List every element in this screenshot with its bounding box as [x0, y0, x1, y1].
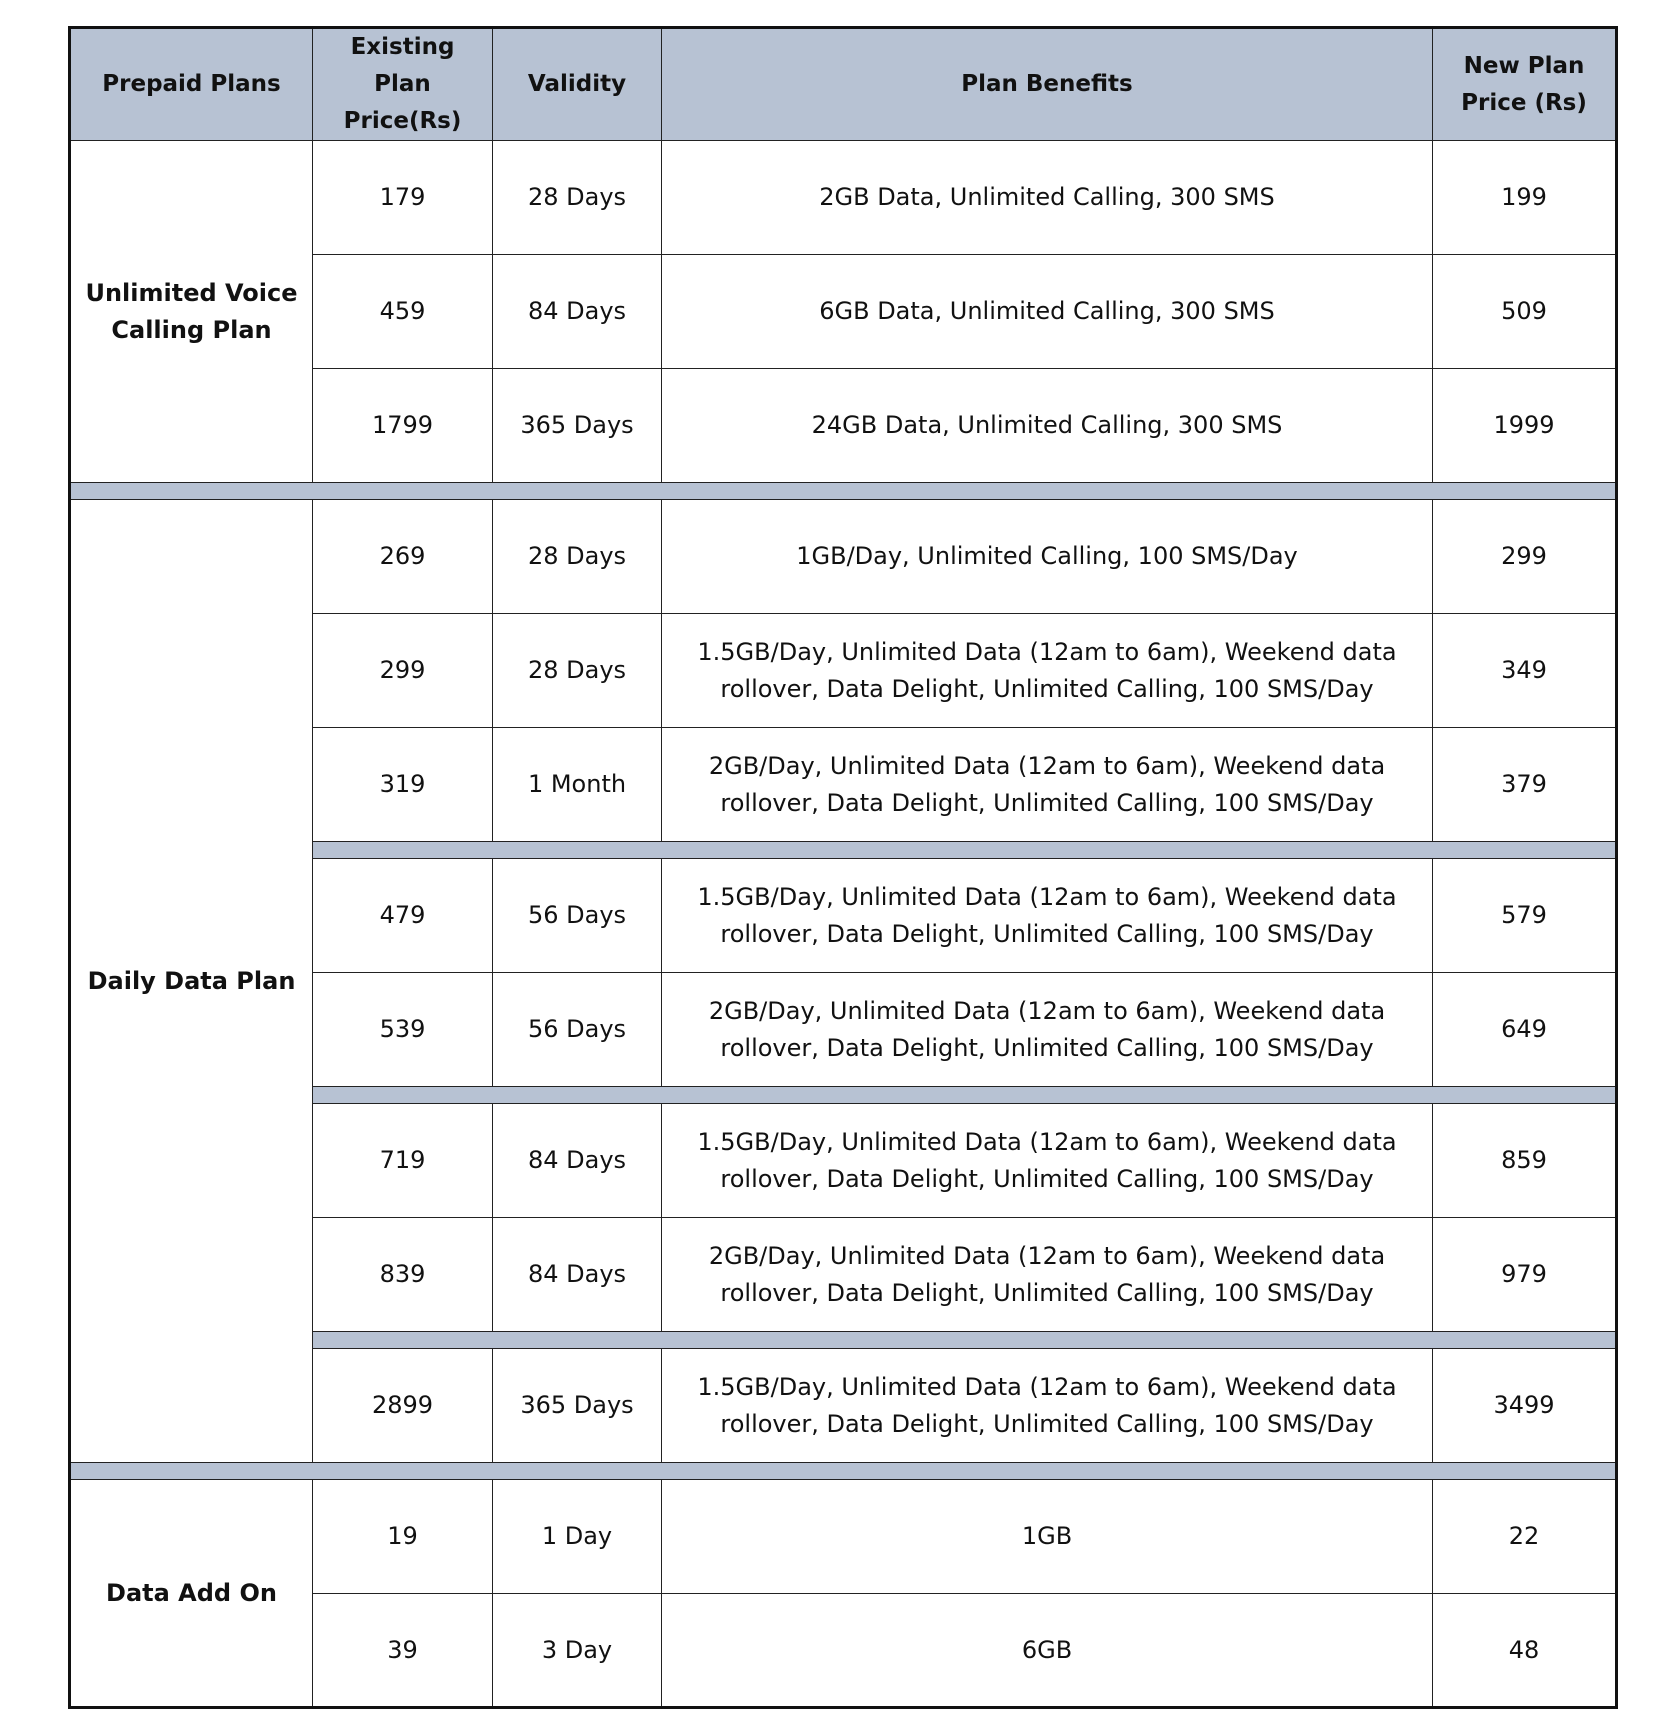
header-validity: Validity	[493, 28, 662, 141]
validity-cell: 56 Days	[493, 973, 662, 1087]
validity-cell: 1 Month	[493, 728, 662, 842]
separator-bar	[313, 1087, 1617, 1104]
new-price-cell: 859	[1433, 1104, 1617, 1218]
validity-cell: 56 Days	[493, 859, 662, 973]
existing-price-cell: 39	[313, 1594, 493, 1708]
validity-cell: 1 Day	[493, 1480, 662, 1594]
header-new-price: New Plan Price (Rs)	[1433, 28, 1617, 141]
table-row	[70, 1480, 1617, 1594]
benefits-cell: 2GB/Day, Unlimited Data (12am to 6am), Weekend data rollover, Data Delight, Unlimited Calling, 100 SMS/Day	[662, 728, 1433, 842]
prepaid-plans-table	[68, 26, 1618, 1709]
category-data-add-on: Data Add On	[70, 1480, 313, 1708]
benefits-cell: 1.5GB/Day, Unlimited Data (12am to 6am), Weekend data rollover, Data Delight, Unlimited Calling, 100 SMS/Day	[662, 1349, 1433, 1463]
new-price-cell: 509	[1433, 255, 1617, 369]
benefits-cell: 2GB/Day, Unlimited Data (12am to 6am), Weekend data rollover, Data Delight, Unlimited Calling, 100 SMS/Day	[662, 973, 1433, 1087]
separator-bar	[70, 1463, 1617, 1480]
header-prepaid-plans: Prepaid Plans	[70, 28, 313, 141]
new-price-cell: 299	[1433, 500, 1617, 614]
new-price-cell: 349	[1433, 614, 1617, 728]
new-price-cell: 1999	[1433, 369, 1617, 483]
group-separator	[70, 1463, 1617, 1480]
validity-cell: 365 Days	[493, 1349, 662, 1463]
category-unlimited-voice: Unlimited Voice Calling Plan	[70, 141, 313, 483]
validity-cell: 3 Day	[493, 1594, 662, 1708]
existing-price-cell: 459	[313, 255, 493, 369]
validity-cell: 84 Days	[493, 1104, 662, 1218]
benefits-cell: 6GB Data, Unlimited Calling, 300 SMS	[662, 255, 1433, 369]
separator-bar	[313, 842, 1617, 859]
benefits-cell: 2GB Data, Unlimited Calling, 300 SMS	[662, 141, 1433, 255]
existing-price-cell: 319	[313, 728, 493, 842]
existing-price-cell: 1799	[313, 369, 493, 483]
header-row	[70, 28, 1617, 141]
new-price-cell: 22	[1433, 1480, 1617, 1594]
benefits-cell: 6GB	[662, 1594, 1433, 1708]
benefits-cell: 24GB Data, Unlimited Calling, 300 SMS	[662, 369, 1433, 483]
benefits-cell: 1.5GB/Day, Unlimited Data (12am to 6am), Weekend data rollover, Data Delight, Unlimited Calling, 100 SMS/Day	[662, 614, 1433, 728]
existing-price-cell: 19	[313, 1480, 493, 1594]
existing-price-cell: 299	[313, 614, 493, 728]
table-row	[70, 500, 1617, 614]
existing-price-cell: 539	[313, 973, 493, 1087]
new-price-cell: 48	[1433, 1594, 1617, 1708]
validity-cell: 84 Days	[493, 255, 662, 369]
validity-cell: 28 Days	[493, 614, 662, 728]
validity-cell: 28 Days	[493, 500, 662, 614]
new-price-cell: 3499	[1433, 1349, 1617, 1463]
new-price-cell: 649	[1433, 973, 1617, 1087]
benefits-cell: 1GB	[662, 1480, 1433, 1594]
new-price-cell: 579	[1433, 859, 1617, 973]
benefits-cell: 1.5GB/Day, Unlimited Data (12am to 6am), Weekend data rollover, Data Delight, Unlimited Calling, 100 SMS/Day	[662, 859, 1433, 973]
table-row	[70, 141, 1617, 255]
existing-price-cell: 719	[313, 1104, 493, 1218]
new-price-cell: 379	[1433, 728, 1617, 842]
new-price-cell: 199	[1433, 141, 1617, 255]
existing-price-cell: 269	[313, 500, 493, 614]
separator-bar	[313, 1332, 1617, 1349]
existing-price-cell: 2899	[313, 1349, 493, 1463]
existing-price-cell: 479	[313, 859, 493, 973]
existing-price-cell: 839	[313, 1218, 493, 1332]
validity-cell: 84 Days	[493, 1218, 662, 1332]
header-existing-price: Existing Plan Price(Rs)	[313, 28, 493, 141]
group-separator	[70, 483, 1617, 500]
validity-cell: 365 Days	[493, 369, 662, 483]
existing-price-cell: 179	[313, 141, 493, 255]
new-price-cell: 979	[1433, 1218, 1617, 1332]
benefits-cell: 1GB/Day, Unlimited Calling, 100 SMS/Day	[662, 500, 1433, 614]
category-daily-data: Daily Data Plan	[70, 500, 313, 1463]
validity-cell: 28 Days	[493, 141, 662, 255]
benefits-cell: 1.5GB/Day, Unlimited Data (12am to 6am), Weekend data rollover, Data Delight, Unlimited Calling, 100 SMS/Day	[662, 1104, 1433, 1218]
separator-bar	[70, 483, 1617, 500]
benefits-cell: 2GB/Day, Unlimited Data (12am to 6am), Weekend data rollover, Data Delight, Unlimited Calling, 100 SMS/Day	[662, 1218, 1433, 1332]
header-plan-benefits: Plan Benefits	[662, 28, 1433, 141]
